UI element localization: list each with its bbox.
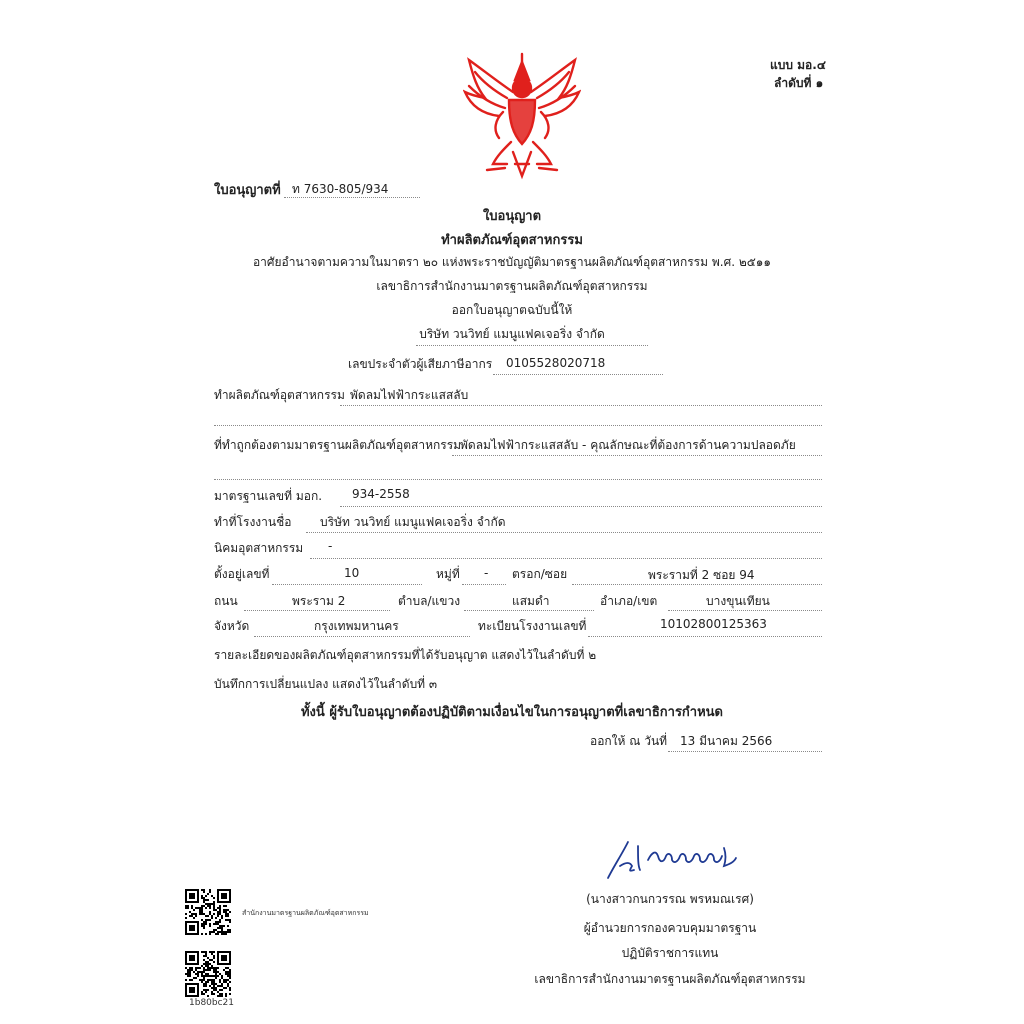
issue-date-label: ออกให้ ณ วันที่ bbox=[590, 734, 668, 748]
issued-to-text: ออกใบอนุญาตฉบับนี้ให้ bbox=[451, 303, 573, 317]
authority-text: อาศัยอำนาจตามความในมาตรา ๒๐ แห่งพระราชบัญญัติมาตรฐานผลิตภัณฑ์อุตสาหกรรม พ.ศ. ๒๕๑๑ bbox=[252, 255, 772, 269]
qr-caption: สำนักงานมาตรฐานผลิตภัณฑ์อุตสาหกรรม bbox=[242, 909, 369, 917]
factory-reg-value: 10102800125363 bbox=[660, 617, 767, 631]
road-value: พระราม 2 bbox=[292, 594, 346, 608]
license-number-value: ท 7630-805/934 bbox=[292, 182, 389, 196]
subdistrict-line bbox=[464, 610, 594, 611]
standard-line bbox=[452, 455, 822, 456]
address-no-line bbox=[272, 584, 422, 585]
signatory-acting: ปฏิบัติราชการแทน bbox=[621, 946, 719, 960]
subdistrict-label: ตำบล/แขวง bbox=[398, 594, 461, 608]
qr-code-bottom[interactable] bbox=[185, 951, 231, 997]
estate-value: - bbox=[328, 539, 333, 553]
company-line bbox=[416, 345, 648, 346]
tax-id-value: 0105528020718 bbox=[506, 356, 606, 370]
handwritten-signature bbox=[604, 836, 744, 882]
tis-number-line bbox=[340, 506, 822, 507]
standard-line-2 bbox=[214, 479, 822, 480]
district-value: บางขุนเทียน bbox=[706, 594, 770, 608]
moo-label: หมู่ที่ bbox=[436, 567, 460, 581]
signatory-position: ผู้อำนวยการกองควบคุมมาตรฐาน bbox=[583, 921, 757, 935]
tis-number-label: มาตรฐานเลขที่ มอก. bbox=[214, 489, 323, 503]
tax-id-line bbox=[493, 374, 663, 375]
qr-code-top[interactable] bbox=[185, 889, 231, 935]
factory-label: ทำที่โรงงานชื่อ bbox=[214, 515, 292, 529]
standard-value: พัดลมไฟฟ้ากระแสสลับ - คุณลักษณะที่ต้องการด้านความปลอดภัย bbox=[460, 438, 796, 452]
details-note: รายละเอียดของผลิตภัณฑ์อุตสาหกรรมที่ได้รับอนุญาต แสดงไว้ในลำดับที่ ๒ bbox=[214, 648, 597, 662]
district-line bbox=[668, 610, 822, 611]
license-number-label: ใบอนุญาตที่ bbox=[214, 183, 281, 198]
road-label: ถนน bbox=[214, 594, 238, 608]
changes-note: บันทึกการเปลี่ยนแปลง แสดงไว้ในลำดับที่ ๓ bbox=[214, 677, 438, 691]
order-number: ลำดับที่ ๑ bbox=[774, 76, 824, 90]
soi-label: ตรอก/ซอย bbox=[512, 567, 568, 581]
subdistrict-value: แสมดำ bbox=[512, 594, 550, 608]
moo-line bbox=[462, 584, 506, 585]
product-value: พัดลมไฟฟ้ากระแสสลับ bbox=[350, 388, 469, 402]
soi-line bbox=[572, 584, 822, 585]
province-value: กรุงเทพมหานคร bbox=[314, 619, 399, 633]
issue-date-value: 13 มีนาคม 2566 bbox=[680, 734, 773, 748]
product-label: ทำผลิตภัณฑ์อุตสาหกรรม bbox=[214, 388, 345, 402]
form-code: แบบ มอ.๔ bbox=[770, 58, 826, 72]
signatory-name: (นางสาวกนกวรรณ พรหมณเรศ) bbox=[586, 892, 754, 906]
product-line-2 bbox=[214, 425, 822, 426]
province-line bbox=[254, 636, 470, 637]
district-label: อำเภอ/เขต bbox=[600, 594, 658, 608]
secretary-text: เลขาธิการสำนักงานมาตรฐานผลิตภัณฑ์อุตสาหกรรม bbox=[376, 279, 648, 293]
garuda-emblem bbox=[463, 52, 581, 180]
issue-date-line bbox=[668, 751, 822, 752]
moo-value: - bbox=[484, 566, 489, 580]
tis-number-value: 934-2558 bbox=[352, 487, 410, 501]
title-line2: ทำผลิตภัณฑ์อุตสาหกรรม bbox=[441, 233, 583, 248]
address-no-value: 10 bbox=[344, 566, 360, 580]
soi-value: พระรามที่ 2 ซอย 94 bbox=[648, 568, 755, 582]
estate-line bbox=[310, 558, 822, 559]
tax-id-label: เลขประจำตัวผู้เสียภาษีอากร bbox=[348, 357, 493, 371]
document-code: 1b80bc21 bbox=[189, 998, 235, 1008]
road-line bbox=[244, 610, 390, 611]
factory-value: บริษัท วนวิทย์ แมนูแฟคเจอริ่ง จำกัด bbox=[320, 515, 506, 529]
factory-line bbox=[306, 532, 822, 533]
address-no-label: ตั้งอยู่เลขที่ bbox=[214, 567, 270, 581]
license-number-line bbox=[284, 197, 420, 198]
factory-reg-line bbox=[588, 636, 822, 637]
condition-note: ทั้งนี้ ผู้รับใบอนุญาตต้องปฏิบัติตามเงื่อนไขในการอนุญาตที่เลขาธิการกำหนด bbox=[300, 705, 723, 720]
title-line1: ใบอนุญาต bbox=[482, 209, 542, 224]
standard-label: ที่ทำถูกต้องตามมาตรฐานผลิตภัณฑ์อุตสาหกรรม bbox=[214, 438, 462, 452]
product-line bbox=[340, 405, 822, 406]
province-label: จังหวัด bbox=[214, 619, 250, 633]
factory-reg-label: ทะเบียนโรงงานเลขที่ bbox=[478, 619, 587, 633]
estate-label: นิคมอุตสาหกรรม bbox=[214, 541, 304, 555]
signatory-office: เลขาธิการสำนักงานมาตรฐานผลิตภัณฑ์อุตสาหกรรม bbox=[534, 972, 806, 986]
company-name: บริษัท วนวิทย์ แมนูแฟคเจอริ่ง จำกัด bbox=[419, 327, 605, 341]
